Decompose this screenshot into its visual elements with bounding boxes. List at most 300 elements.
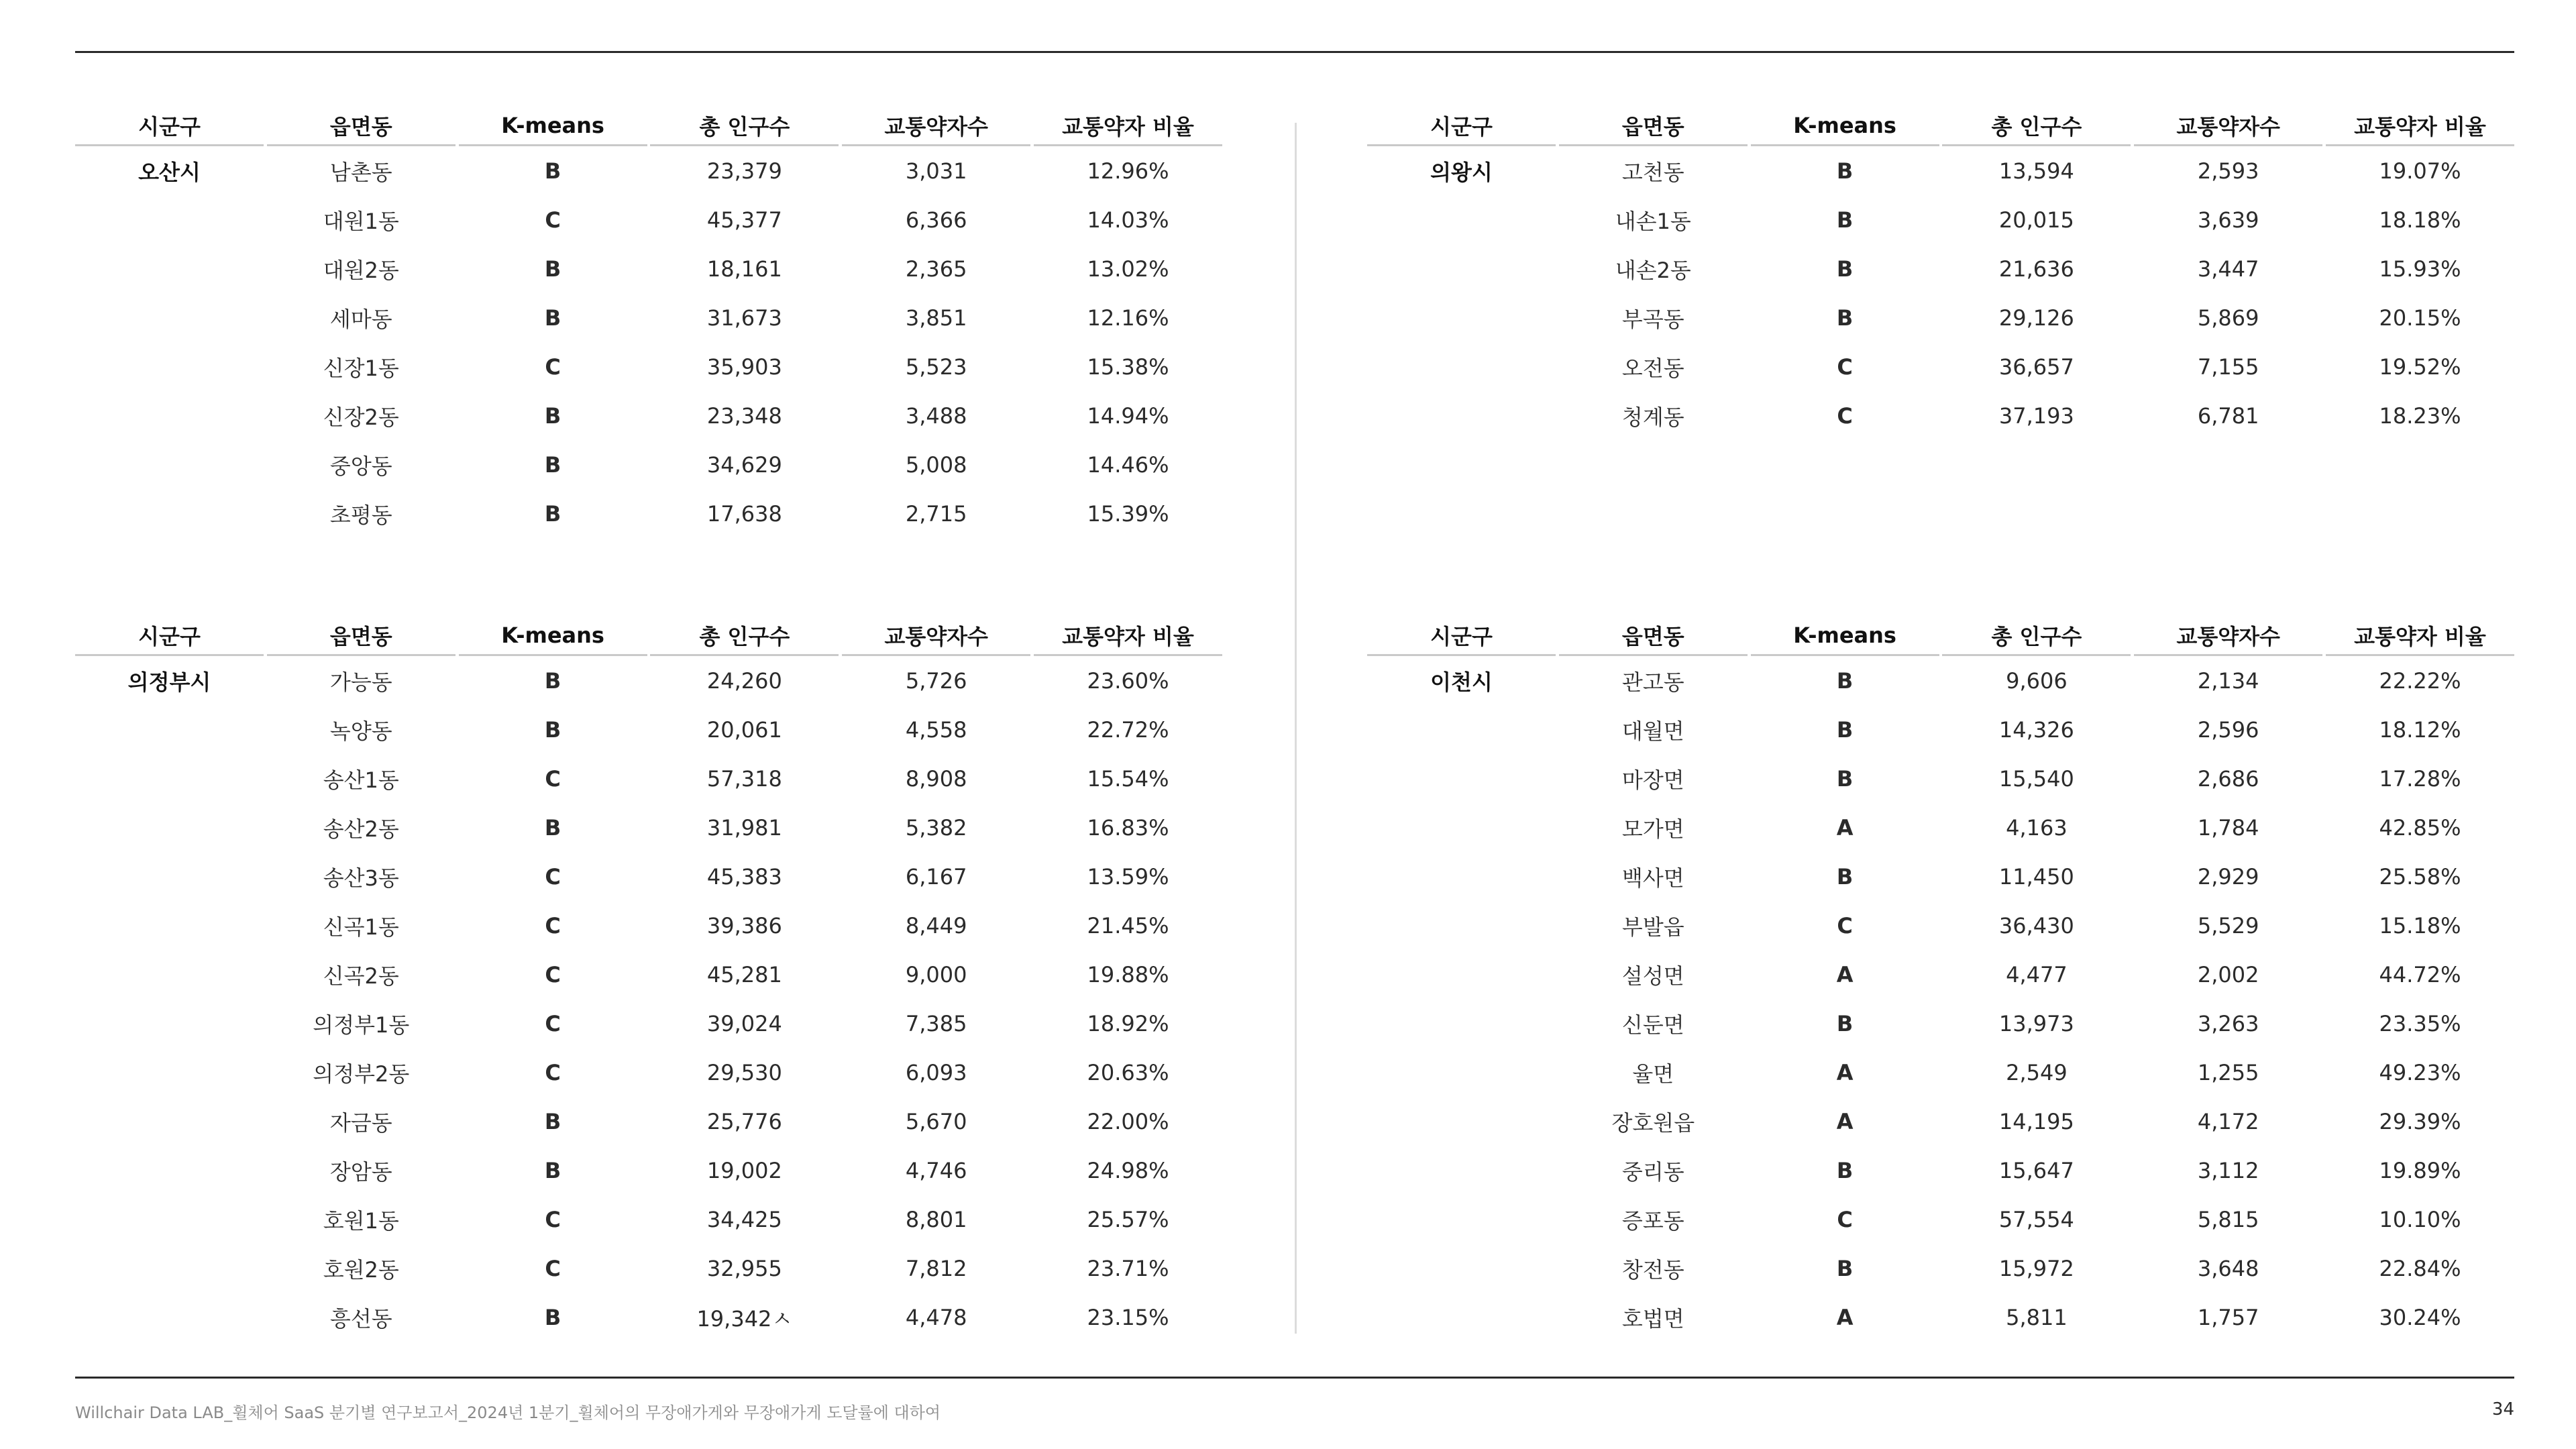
kmeans-cell: B <box>544 256 561 282</box>
vulnerable-count-cell: 5,523 <box>905 354 967 380</box>
sigungu-cell <box>75 705 264 754</box>
vulnerable-count-cell: 1,255 <box>2197 1059 2259 1085</box>
header-vulnerable-ratio: 교통약자 비율 <box>2326 616 2514 656</box>
table-row <box>75 1048 1222 1097</box>
sigungu-cell <box>75 391 264 440</box>
footer-title: Willchair Data LAB_휠체어 SaaS 분기별 연구보고서_2024년 1분기_휠체어의 무장애가게와 무장애가게 도달률에 대하여 <box>75 1403 941 1422</box>
vulnerable-count-cell: 7,385 <box>905 1010 967 1036</box>
vulnerable-ratio-cell: 22.00% <box>1087 1108 1169 1134</box>
vulnerable-ratio-cell: 15.39% <box>1087 500 1169 527</box>
vulnerable-ratio-cell: 15.54% <box>1087 765 1169 792</box>
kmeans-cell: C <box>1837 354 1853 380</box>
vulnerable-count-cell: 6,167 <box>905 863 967 890</box>
kmeans-cell: B <box>1836 667 1854 694</box>
total-population-cell: 15,540 <box>1998 765 2074 792</box>
kmeans-cell: B <box>1836 1255 1854 1281</box>
table-row <box>1367 195 2514 244</box>
table-row <box>75 1244 1222 1293</box>
kmeans-cell: B <box>1836 1157 1854 1183</box>
eupmyeondong-cell: 호법면 <box>1621 1305 1684 1332</box>
eupmyeondong-cell: 송산2동 <box>323 816 399 842</box>
table-row <box>1367 1146 2514 1195</box>
kmeans-cell: B <box>544 667 561 694</box>
table-row <box>1367 244 2514 293</box>
vulnerable-ratio-cell: 14.46% <box>1087 451 1169 478</box>
table-row <box>1367 1048 2514 1097</box>
kmeans-cell: A <box>1836 814 1854 841</box>
vulnerable-ratio-cell: 20.15% <box>2379 305 2461 331</box>
vulnerable-ratio-cell: 18.23% <box>2379 402 2461 429</box>
vulnerable-count-cell: 3,031 <box>905 158 967 184</box>
header-kmeans: K-means <box>1751 616 1939 656</box>
total-population-cell: 34,425 <box>706 1206 782 1232</box>
vulnerable-ratio-cell: 18.92% <box>1087 1010 1169 1036</box>
eupmyeondong-cell: 송산3동 <box>323 865 399 891</box>
total-population-cell: 2,549 <box>2006 1059 2068 1085</box>
table-row <box>75 293 1222 342</box>
eupmyeondong-cell: 흥선동 <box>329 1305 392 1332</box>
kmeans-cell: A <box>1836 961 1854 987</box>
total-population-cell: 25,776 <box>706 1108 782 1134</box>
table-row <box>1367 705 2514 754</box>
header-eupmyeondong: 읍면동 <box>1559 106 1748 146</box>
vulnerable-ratio-cell: 22.22% <box>2379 667 2461 694</box>
eupmyeondong-cell: 대월면 <box>1621 718 1684 744</box>
total-population-cell: 29,530 <box>706 1059 782 1085</box>
sigungu-cell <box>75 1293 264 1342</box>
table-row <box>75 244 1222 293</box>
sigungu-cell: 이천시 <box>1430 669 1493 695</box>
vulnerable-count-cell: 6,781 <box>2197 402 2259 429</box>
sigungu-cell <box>75 195 264 244</box>
vulnerable-count-cell: 2,686 <box>2197 765 2259 792</box>
total-population-cell: 17,638 <box>706 500 782 527</box>
vulnerable-ratio-cell: 19.07% <box>2379 158 2461 184</box>
table-row <box>1367 391 2514 440</box>
table-row <box>1367 1293 2514 1342</box>
eupmyeondong-cell: 고천동 <box>1621 159 1684 185</box>
eupmyeondong-cell: 율면 <box>1632 1061 1674 1087</box>
vulnerable-ratio-cell: 21.45% <box>1087 912 1169 938</box>
vulnerable-count-cell: 2,929 <box>2197 863 2259 890</box>
total-population-cell: 34,629 <box>706 451 782 478</box>
vulnerable-count-cell: 4,478 <box>905 1304 967 1330</box>
sigungu-cell <box>75 803 264 852</box>
total-population-cell: 5,811 <box>2006 1304 2068 1330</box>
vulnerable-ratio-cell: 17.28% <box>2379 765 2461 792</box>
table-header-row <box>75 106 1222 146</box>
kmeans-cell: B <box>544 158 561 184</box>
eupmyeondong-cell: 대원1동 <box>323 208 399 234</box>
sigungu-cell <box>1367 195 1556 244</box>
total-population-cell: 9,606 <box>2006 667 2068 694</box>
sigungu-cell <box>1367 1195 1556 1244</box>
vulnerable-ratio-cell: 15.93% <box>2379 256 2461 282</box>
table-row <box>1367 1244 2514 1293</box>
eupmyeondong-cell: 자금동 <box>329 1110 392 1136</box>
table-header-row <box>1367 616 2514 656</box>
vulnerable-count-cell: 3,447 <box>2197 256 2259 282</box>
sigungu-cell <box>75 1048 264 1097</box>
sigungu-cell <box>1367 342 1556 391</box>
kmeans-cell: C <box>545 1255 561 1281</box>
table-row <box>75 146 1222 195</box>
header-total-population: 총 인구수 <box>1942 106 2131 146</box>
total-population-cell: 31,673 <box>706 305 782 331</box>
sigungu-cell <box>1367 293 1556 342</box>
header-eupmyeondong: 읍면동 <box>267 106 455 146</box>
total-population-cell: 31,981 <box>706 814 782 841</box>
eupmyeondong-cell: 가능동 <box>329 669 392 695</box>
total-population-cell: 15,647 <box>1998 1157 2074 1183</box>
sigungu-cell <box>75 999 264 1048</box>
eupmyeondong-cell: 호원2동 <box>323 1256 399 1283</box>
sigungu-cell <box>75 440 264 489</box>
table-row <box>75 1195 1222 1244</box>
vulnerable-count-cell: 3,639 <box>2197 207 2259 233</box>
table-row <box>75 440 1222 489</box>
kmeans-cell: C <box>545 354 561 380</box>
vulnerable-ratio-cell: 15.38% <box>1087 354 1169 380</box>
header-vulnerable-ratio: 교통약자 비율 <box>2326 106 2514 146</box>
kmeans-cell: C <box>545 961 561 987</box>
table-row <box>1367 1097 2514 1146</box>
kmeans-cell: B <box>544 814 561 841</box>
vulnerable-ratio-cell: 25.58% <box>2379 863 2461 890</box>
eupmyeondong-cell: 마장면 <box>1621 767 1684 793</box>
vulnerable-ratio-cell: 13.59% <box>1087 863 1169 890</box>
vulnerable-count-cell: 5,008 <box>905 451 967 478</box>
sigungu-cell <box>1367 391 1556 440</box>
eupmyeondong-cell: 백사면 <box>1621 865 1684 891</box>
eupmyeondong-cell: 청계동 <box>1621 404 1684 430</box>
table-row <box>75 342 1222 391</box>
kmeans-cell: C <box>545 1059 561 1085</box>
vulnerable-count-cell: 3,112 <box>2197 1157 2259 1183</box>
eupmyeondong-cell: 오전동 <box>1621 355 1684 381</box>
table-row <box>75 803 1222 852</box>
vulnerable-ratio-cell: 14.03% <box>1087 207 1169 233</box>
header-vulnerable-ratio: 교통약자 비율 <box>1034 616 1222 656</box>
total-population-cell: 45,377 <box>706 207 782 233</box>
eupmyeondong-cell: 설성면 <box>1621 963 1684 989</box>
vulnerable-count-cell: 3,648 <box>2197 1255 2259 1281</box>
sigungu-cell <box>75 293 264 342</box>
eupmyeondong-cell: 남촌동 <box>329 159 392 185</box>
sigungu-cell <box>75 1146 264 1195</box>
vulnerable-count-cell: 2,593 <box>2197 158 2259 184</box>
table-row <box>75 999 1222 1048</box>
kmeans-cell: C <box>545 207 561 233</box>
total-population-cell: 23,379 <box>706 158 782 184</box>
vulnerable-ratio-cell: 49.23% <box>2379 1059 2461 1085</box>
vulnerable-ratio-cell: 18.18% <box>2379 207 2461 233</box>
vulnerable-count-cell: 8,908 <box>905 765 967 792</box>
eupmyeondong-cell: 호원1동 <box>323 1208 399 1234</box>
sigungu-cell <box>1367 754 1556 803</box>
vulnerable-ratio-cell: 23.35% <box>2379 1010 2461 1036</box>
vulnerable-ratio-cell: 19.88% <box>1087 961 1169 987</box>
vulnerable-count-cell: 6,366 <box>905 207 967 233</box>
table-row <box>75 656 1222 705</box>
vulnerable-ratio-cell: 42.85% <box>2379 814 2461 841</box>
eupmyeondong-cell: 관고동 <box>1621 669 1684 695</box>
table-row <box>1367 901 2514 950</box>
header-vulnerable-count: 교통약자수 <box>842 616 1030 656</box>
vulnerable-count-cell: 3,263 <box>2197 1010 2259 1036</box>
kmeans-cell: B <box>544 451 561 478</box>
kmeans-cell: B <box>544 1108 561 1134</box>
vulnerable-ratio-cell: 24.98% <box>1087 1157 1169 1183</box>
total-population-cell: 19,002 <box>706 1157 782 1183</box>
table-header-row <box>1367 106 2514 146</box>
table-header-row <box>75 616 1222 656</box>
table-row <box>75 1097 1222 1146</box>
vulnerable-ratio-cell: 23.15% <box>1087 1304 1169 1330</box>
vulnerable-count-cell: 6,093 <box>905 1059 967 1085</box>
total-population-cell: 39,386 <box>706 912 782 938</box>
kmeans-cell: B <box>1836 158 1854 184</box>
eupmyeondong-cell: 세마동 <box>329 306 392 332</box>
total-population-cell: 45,383 <box>706 863 782 890</box>
vulnerable-ratio-cell: 13.02% <box>1087 256 1169 282</box>
sigungu-cell <box>1367 852 1556 901</box>
table-row <box>1367 754 2514 803</box>
table-row <box>1367 656 2514 705</box>
table-row <box>1367 293 2514 342</box>
vulnerable-ratio-cell: 14.94% <box>1087 402 1169 429</box>
eupmyeondong-cell: 신곡2동 <box>323 963 399 989</box>
header-total-population: 총 인구수 <box>1942 616 2131 656</box>
total-population-cell: 24,260 <box>706 667 782 694</box>
total-population-cell: 4,477 <box>2006 961 2068 987</box>
vulnerable-count-cell: 1,784 <box>2197 814 2259 841</box>
header-sigungu: 시군구 <box>1367 106 1556 146</box>
sigungu-cell <box>1367 999 1556 1048</box>
kmeans-cell: C <box>545 863 561 890</box>
vulnerable-count-cell: 7,155 <box>2197 354 2259 380</box>
table-row <box>1367 342 2514 391</box>
vulnerable-ratio-cell: 10.10% <box>2379 1206 2461 1232</box>
table-row <box>1367 852 2514 901</box>
total-population-cell: 32,955 <box>706 1255 782 1281</box>
vulnerable-ratio-cell: 25.57% <box>1087 1206 1169 1232</box>
eupmyeondong-cell: 송산1동 <box>323 767 399 793</box>
vulnerable-ratio-cell: 19.89% <box>2379 1157 2461 1183</box>
vulnerable-count-cell: 4,172 <box>2197 1108 2259 1134</box>
eupmyeondong-cell: 의정부1동 <box>313 1012 410 1038</box>
vulnerable-count-cell: 8,449 <box>905 912 967 938</box>
sigungu-cell <box>75 342 264 391</box>
center-divider <box>1295 123 1297 1334</box>
sigungu-cell <box>75 489 264 538</box>
total-population-cell: 21,636 <box>1998 256 2074 282</box>
vulnerable-count-cell: 3,851 <box>905 305 967 331</box>
vulnerable-count-cell: 2,715 <box>905 500 967 527</box>
header-vulnerable-count: 교통약자수 <box>2134 616 2322 656</box>
eupmyeondong-cell: 창전동 <box>1621 1256 1684 1283</box>
total-population-cell: 23,348 <box>706 402 782 429</box>
table-row <box>75 901 1222 950</box>
eupmyeondong-cell: 녹양동 <box>329 718 392 744</box>
vulnerable-count-cell: 5,869 <box>2197 305 2259 331</box>
kmeans-cell: B <box>1836 765 1854 792</box>
sigungu-cell: 의왕시 <box>1430 159 1493 185</box>
total-population-cell: 57,554 <box>1998 1206 2074 1232</box>
sigungu-cell <box>75 901 264 950</box>
total-population-cell: 13,973 <box>1998 1010 2074 1036</box>
header-sigungu: 시군구 <box>75 106 264 146</box>
sigungu-cell <box>75 1195 264 1244</box>
table-row <box>1367 1195 2514 1244</box>
kmeans-cell: A <box>1836 1304 1854 1330</box>
table-row <box>1367 803 2514 852</box>
vulnerable-count-cell: 5,670 <box>905 1108 967 1134</box>
eupmyeondong-cell: 내손2동 <box>1615 257 1691 283</box>
table-osan <box>75 106 1222 538</box>
header-eupmyeondong: 읍면동 <box>1559 616 1748 656</box>
sigungu-cell: 의정부시 <box>127 669 211 695</box>
header-kmeans: K-means <box>1751 106 1939 146</box>
table-row <box>1367 999 2514 1048</box>
eupmyeondong-cell: 대원2동 <box>323 257 399 283</box>
kmeans-cell: B <box>544 1304 561 1330</box>
total-population-cell: 20,015 <box>1998 207 2074 233</box>
vulnerable-ratio-cell: 30.24% <box>2379 1304 2461 1330</box>
sigungu-cell <box>1367 950 1556 999</box>
eupmyeondong-cell: 신장2동 <box>323 404 399 430</box>
kmeans-cell: C <box>545 1206 561 1232</box>
vulnerable-ratio-cell: 19.52% <box>2379 354 2461 380</box>
total-population-cell: 57,318 <box>706 765 782 792</box>
vulnerable-ratio-cell: 23.60% <box>1087 667 1169 694</box>
kmeans-cell: C <box>1837 402 1853 429</box>
total-population-cell: 20,061 <box>706 716 782 743</box>
table-row <box>75 489 1222 538</box>
kmeans-cell: C <box>1837 1206 1853 1232</box>
header-kmeans: K-means <box>459 616 647 656</box>
total-population-cell: 11,450 <box>1998 863 2074 890</box>
eupmyeondong-cell: 장암동 <box>329 1159 392 1185</box>
sigungu-cell <box>1367 1293 1556 1342</box>
sigungu-cell <box>1367 244 1556 293</box>
eupmyeondong-cell: 중앙동 <box>329 453 392 479</box>
vulnerable-count-cell: 7,812 <box>905 1255 967 1281</box>
table-row <box>1367 146 2514 195</box>
table-row <box>75 1293 1222 1342</box>
kmeans-cell: B <box>1836 256 1854 282</box>
vulnerable-count-cell: 2,596 <box>2197 716 2259 743</box>
header-eupmyeondong: 읍면동 <box>267 616 455 656</box>
total-population-cell: 13,594 <box>1998 158 2074 184</box>
total-population-cell: 18,161 <box>706 256 782 282</box>
kmeans-cell: B <box>544 500 561 527</box>
eupmyeondong-cell: 부발읍 <box>1621 914 1684 940</box>
sigungu-cell <box>75 244 264 293</box>
vulnerable-ratio-cell: 22.72% <box>1087 716 1169 743</box>
vulnerable-count-cell: 2,134 <box>2197 667 2259 694</box>
sigungu-cell <box>1367 1048 1556 1097</box>
vulnerable-count-cell: 9,000 <box>905 961 967 987</box>
kmeans-cell: B <box>1836 1010 1854 1036</box>
sigungu-cell: 오산시 <box>138 159 201 185</box>
vulnerable-count-cell: 3,488 <box>905 402 967 429</box>
eupmyeondong-cell: 중리동 <box>1621 1159 1684 1185</box>
kmeans-cell: C <box>545 765 561 792</box>
table-row <box>75 705 1222 754</box>
header-total-population: 총 인구수 <box>650 616 839 656</box>
header-sigungu: 시군구 <box>1367 616 1556 656</box>
kmeans-cell: B <box>1836 716 1854 743</box>
sigungu-cell <box>75 1244 264 1293</box>
vulnerable-count-cell: 4,746 <box>905 1157 967 1183</box>
eupmyeondong-cell: 내손1동 <box>1615 208 1691 234</box>
table-row <box>75 391 1222 440</box>
eupmyeondong-cell: 부곡동 <box>1621 306 1684 332</box>
vulnerable-count-cell: 4,558 <box>905 716 967 743</box>
total-population-cell: 14,195 <box>1998 1108 2074 1134</box>
vulnerable-count-cell: 5,726 <box>905 667 967 694</box>
sigungu-cell <box>1367 705 1556 754</box>
eupmyeondong-cell: 신곡1동 <box>323 914 399 940</box>
vulnerable-ratio-cell: 20.63% <box>1087 1059 1169 1085</box>
kmeans-cell: C <box>1837 912 1853 938</box>
eupmyeondong-cell: 증포동 <box>1621 1208 1684 1234</box>
vulnerable-ratio-cell: 16.83% <box>1087 814 1169 841</box>
total-population-cell: 29,126 <box>1998 305 2074 331</box>
kmeans-cell: B <box>544 305 561 331</box>
sigungu-cell <box>75 1097 264 1146</box>
sigungu-cell <box>1367 1146 1556 1195</box>
header-sigungu: 시군구 <box>75 616 264 656</box>
header-vulnerable-ratio: 교통약자 비율 <box>1034 106 1222 146</box>
sigungu-cell <box>1367 803 1556 852</box>
table-row <box>75 195 1222 244</box>
table-row <box>75 1146 1222 1195</box>
total-population-cell: 37,193 <box>1998 402 2074 429</box>
kmeans-cell: A <box>1836 1059 1854 1085</box>
total-population-cell: 36,657 <box>1998 354 2074 380</box>
vulnerable-count-cell: 8,801 <box>905 1206 967 1232</box>
table-row <box>75 754 1222 803</box>
sigungu-cell <box>75 852 264 901</box>
sigungu-cell <box>1367 1097 1556 1146</box>
kmeans-cell: C <box>545 1010 561 1036</box>
sigungu-cell <box>1367 901 1556 950</box>
total-population-cell: 45,281 <box>706 961 782 987</box>
total-population-cell: 15,972 <box>1998 1255 2074 1281</box>
kmeans-cell: B <box>544 402 561 429</box>
top-rule <box>75 51 2514 53</box>
kmeans-cell: A <box>1836 1108 1854 1134</box>
header-vulnerable-count: 교통약자수 <box>2134 106 2322 146</box>
table-row <box>75 852 1222 901</box>
header-vulnerable-count: 교통약자수 <box>842 106 1030 146</box>
vulnerable-ratio-cell: 15.18% <box>2379 912 2461 938</box>
sigungu-cell <box>1367 1244 1556 1293</box>
vulnerable-count-cell: 5,529 <box>2197 912 2259 938</box>
kmeans-cell: B <box>1836 305 1854 331</box>
table-row <box>75 950 1222 999</box>
eupmyeondong-cell: 신둔면 <box>1621 1012 1684 1038</box>
kmeans-cell: C <box>545 912 561 938</box>
eupmyeondong-cell: 장호원읍 <box>1611 1110 1695 1136</box>
eupmyeondong-cell: 모가면 <box>1621 816 1684 842</box>
kmeans-cell: B <box>544 716 561 743</box>
total-population-cell: 4,163 <box>2006 814 2068 841</box>
header-total-population: 총 인구수 <box>650 106 839 146</box>
header-kmeans: K-means <box>459 106 647 146</box>
